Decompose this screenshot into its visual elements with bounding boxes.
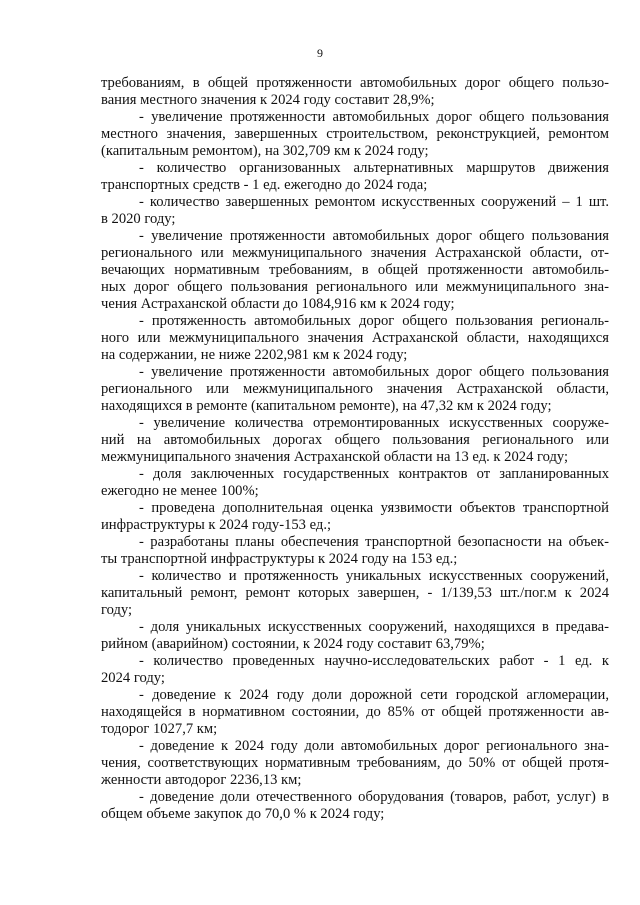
text-line-content: - количество завершенных ремонтом искусственных сооружений – 1 шт. bbox=[139, 194, 609, 210]
text-line bbox=[101, 432, 609, 449]
text-line-content: 2024 году; bbox=[101, 670, 165, 686]
text-line-content: на содержании, не ниже 2202,981 км к 2024 году; bbox=[101, 347, 408, 363]
page-number: 9 bbox=[317, 46, 323, 60]
text-line bbox=[101, 262, 609, 279]
text-line bbox=[101, 585, 609, 602]
text-line bbox=[101, 602, 609, 619]
text-line-content: вечающих нормативным требованиям, в общей протяженности автомобиль- bbox=[101, 262, 609, 278]
text-line-content: - разработаны планы обеспечения транспортной безопасности на объек- bbox=[139, 534, 609, 550]
text-line-content: в 2020 году; bbox=[101, 211, 176, 227]
text-line bbox=[101, 126, 609, 143]
text-line bbox=[101, 653, 609, 670]
text-line bbox=[101, 534, 609, 551]
text-line bbox=[101, 415, 609, 432]
text-line-content: - количество и протяженность уникальных искусственных сооружений, bbox=[139, 568, 609, 584]
text-line-content: - проведена дополнительная оценка уязвимости объектов транспортной bbox=[139, 500, 609, 516]
text-line bbox=[101, 721, 609, 738]
text-line bbox=[101, 177, 609, 194]
text-line bbox=[101, 330, 609, 347]
text-line-content: - протяженность автомобильных дорог общего пользования региональ- bbox=[139, 313, 609, 329]
text-line-content: - доля заключенных государственных контрактов от запланированных bbox=[139, 466, 609, 482]
text-line bbox=[101, 500, 609, 517]
text-line bbox=[101, 228, 609, 245]
text-line bbox=[101, 279, 609, 296]
text-line bbox=[101, 806, 609, 823]
text-line-content: транспортных средств - 1 ед. ежегодно до 2024 года; bbox=[101, 177, 428, 193]
text-line-content: чения, соответствующих нормативным требованиям, до 50% от общей протя- bbox=[101, 755, 609, 771]
text-line-content: местного значения, завершенных строительством, реконструкцией, ремонтом bbox=[101, 126, 609, 142]
text-line-content: - количество проведенных научно-исследовательских работ - 1 ед. к bbox=[139, 653, 609, 669]
text-line-content: - увеличение протяженности автомобильных дорог общего пользования bbox=[139, 364, 609, 380]
text-line bbox=[101, 738, 609, 755]
text-line-content: находящейся в нормативном состоянии, до 85% от общей протяженности ав- bbox=[101, 704, 609, 720]
text-line bbox=[101, 551, 609, 568]
text-line-content: году; bbox=[101, 602, 133, 618]
text-line bbox=[101, 160, 609, 177]
text-line-content: ного или межмуниципального значения Астраханской области, находящихся bbox=[101, 330, 609, 346]
body-text bbox=[101, 75, 609, 823]
text-line-content: (капитальным ремонтом), на 302,709 км к 2024 году; bbox=[101, 143, 429, 159]
text-line-content: требованиям, в общей протяженности автомобильных дорог общего пользо- bbox=[101, 75, 609, 91]
text-line-content: регионального или межмуниципального значения Астраханской области, от- bbox=[101, 245, 609, 261]
text-line bbox=[101, 568, 609, 585]
text-line-content: ных дорог общего пользования регионального или межмуниципального зна- bbox=[101, 279, 609, 295]
text-line bbox=[101, 211, 609, 228]
text-line-content: инфраструктуры к 2024 году-153 ед.; bbox=[101, 517, 332, 533]
text-line bbox=[101, 687, 609, 704]
text-line bbox=[101, 398, 609, 415]
text-line bbox=[101, 381, 609, 398]
text-line-content: - доведение к 2024 году доли дорожной сети городской агломерации, bbox=[139, 687, 609, 703]
text-line bbox=[101, 364, 609, 381]
text-line-content: находящихся в ремонте (капитальном ремонте), на 47,32 км к 2024 году; bbox=[101, 398, 552, 414]
text-line bbox=[101, 755, 609, 772]
text-line-content: - доведение доли отечественного оборудования (товаров, работ, услуг) в bbox=[139, 789, 609, 805]
text-line bbox=[101, 75, 609, 92]
text-line-content: - увеличение протяженности автомобильных дорог общего пользования bbox=[139, 109, 609, 125]
text-line-content: - увеличение количества отремонтированных искусственных сооруже- bbox=[139, 415, 609, 431]
text-line bbox=[101, 619, 609, 636]
text-line-content: ний на автомобильных дорогах общего пользования регионального или bbox=[101, 432, 609, 448]
text-line-content: межмуниципального значения Астраханской области на 13 ед. к 2024 году; bbox=[101, 449, 569, 465]
text-line bbox=[101, 670, 609, 687]
text-line bbox=[101, 245, 609, 262]
text-line bbox=[101, 347, 609, 364]
text-line bbox=[101, 466, 609, 483]
text-line bbox=[101, 296, 609, 313]
text-line bbox=[101, 517, 609, 534]
text-line bbox=[101, 483, 609, 500]
text-line bbox=[101, 704, 609, 721]
text-line bbox=[101, 143, 609, 160]
text-line-content: - количество организованных альтернативных маршрутов движения bbox=[139, 160, 609, 176]
text-line-content: чения Астраханской области до 1084,916 км к 2024 году; bbox=[101, 296, 455, 312]
text-line-content: ты транспортной инфраструктуры к 2024 году на 153 ед.; bbox=[101, 551, 458, 567]
text-line-content: - доведение к 2024 году доли автомобильных дорог регионального зна- bbox=[139, 738, 609, 754]
text-line bbox=[101, 194, 609, 211]
text-line-content: регионального или межмуниципального значения Астраханской области, bbox=[101, 381, 609, 397]
text-line-content: вания местного значения к 2024 году составит 28,9%; bbox=[101, 92, 435, 108]
text-line bbox=[101, 313, 609, 330]
text-line-content: тодорог 1027,7 км; bbox=[101, 721, 218, 737]
text-line bbox=[101, 109, 609, 126]
text-line bbox=[101, 449, 609, 466]
text-line-content: рийном (аварийном) состоянии, к 2024 году составит 63,79%; bbox=[101, 636, 485, 652]
text-line-content: общем объеме закупок до 70,0 % к 2024 году; bbox=[101, 806, 385, 822]
text-line-content: капитальный ремонт, ремонт которых завершен, - 1/139,53 шт./пог.м к 2024 bbox=[101, 585, 609, 601]
text-line-content: - доля уникальных искусственных сооружений, находящихся в предава- bbox=[139, 619, 609, 635]
text-line-content: женности автодорог 2236,13 км; bbox=[101, 772, 302, 788]
text-line-content: ежегодно не менее 100%; bbox=[101, 483, 259, 499]
text-line bbox=[101, 772, 609, 789]
text-line bbox=[101, 636, 609, 653]
text-line-content: - увеличение протяженности автомобильных дорог общего пользования bbox=[139, 228, 609, 244]
text-line bbox=[101, 789, 609, 806]
text-line bbox=[101, 92, 609, 109]
